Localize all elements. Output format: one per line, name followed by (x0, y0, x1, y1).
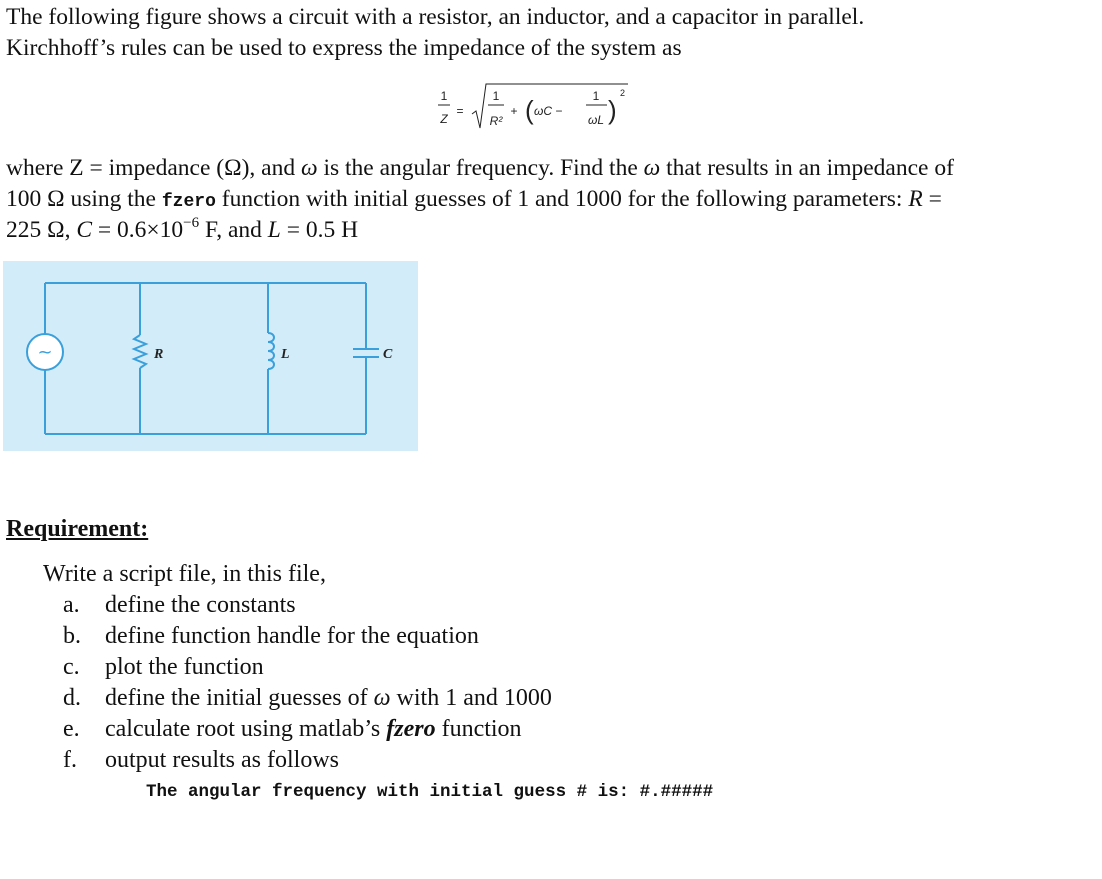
list-item: b. define function handle for the equation (63, 623, 479, 649)
eq-den-z: Z (440, 112, 448, 126)
svg-text:(: ( (525, 95, 534, 125)
requirement-intro: Write a script file, in this file, (43, 561, 326, 587)
list-item: d. define the initial guesses of ω with 1 and 1000 (63, 685, 552, 711)
list-item: a. define the constants (63, 592, 296, 618)
fzero-code: fzero (161, 192, 216, 212)
list-item: e. calculate root using matlab’s fzero function (63, 716, 522, 742)
problem-line-1: where Z = impedance (Ω), and ω is the angular frequency. Find the ω that results in an impedance of (6, 155, 954, 181)
intro-line-2: Kirchhoff’s rules can be used to express the impedance of the system as (6, 35, 682, 61)
eq-num-r: 1 (492, 89, 500, 103)
requirement-list (63, 590, 552, 776)
eq-den-l: ωL (587, 113, 605, 127)
resistor-icon (134, 335, 146, 368)
eq-num-1: 1 (440, 89, 448, 103)
resistor-label: R (154, 347, 164, 362)
impedance-equation (432, 78, 632, 134)
problem-line-3: 225 Ω, $C = 0.6\times 10^{-6}$ F, and L = 0.5 H (6, 215, 359, 243)
capacitor-label: C (383, 347, 393, 362)
eq-power: 2 (620, 88, 626, 98)
problem-line-2: 100 Ω using the fzero function with initial guesses of 1 and 1000 for the following parameters: R = (6, 186, 942, 212)
eq-num-l: 1 (592, 89, 600, 103)
list-item: c. plot the function (63, 654, 264, 680)
inductor-label: L (281, 347, 290, 362)
eq-omega-c: ωC − (534, 104, 563, 118)
svg-text:): ) (608, 95, 617, 125)
list-item: f. output results as follows (63, 747, 339, 773)
eq-equals: = (456, 104, 464, 118)
ac-source-symbol: ~ (37, 342, 53, 363)
rlc-circuit-figure (3, 261, 418, 451)
circuit-diagram (3, 261, 418, 451)
requirement-heading: Requirement: (6, 516, 149, 542)
output-format-example: The angular frequency with initial guess # is: #.##### (146, 782, 714, 802)
intro-line-1: The following figure shows a circuit with a resistor, an inductor, and a capacitor in parallel. (6, 4, 865, 30)
eq-plus: + (510, 104, 518, 118)
inductor-icon (268, 333, 274, 369)
eq-den-r: R² (489, 114, 503, 128)
